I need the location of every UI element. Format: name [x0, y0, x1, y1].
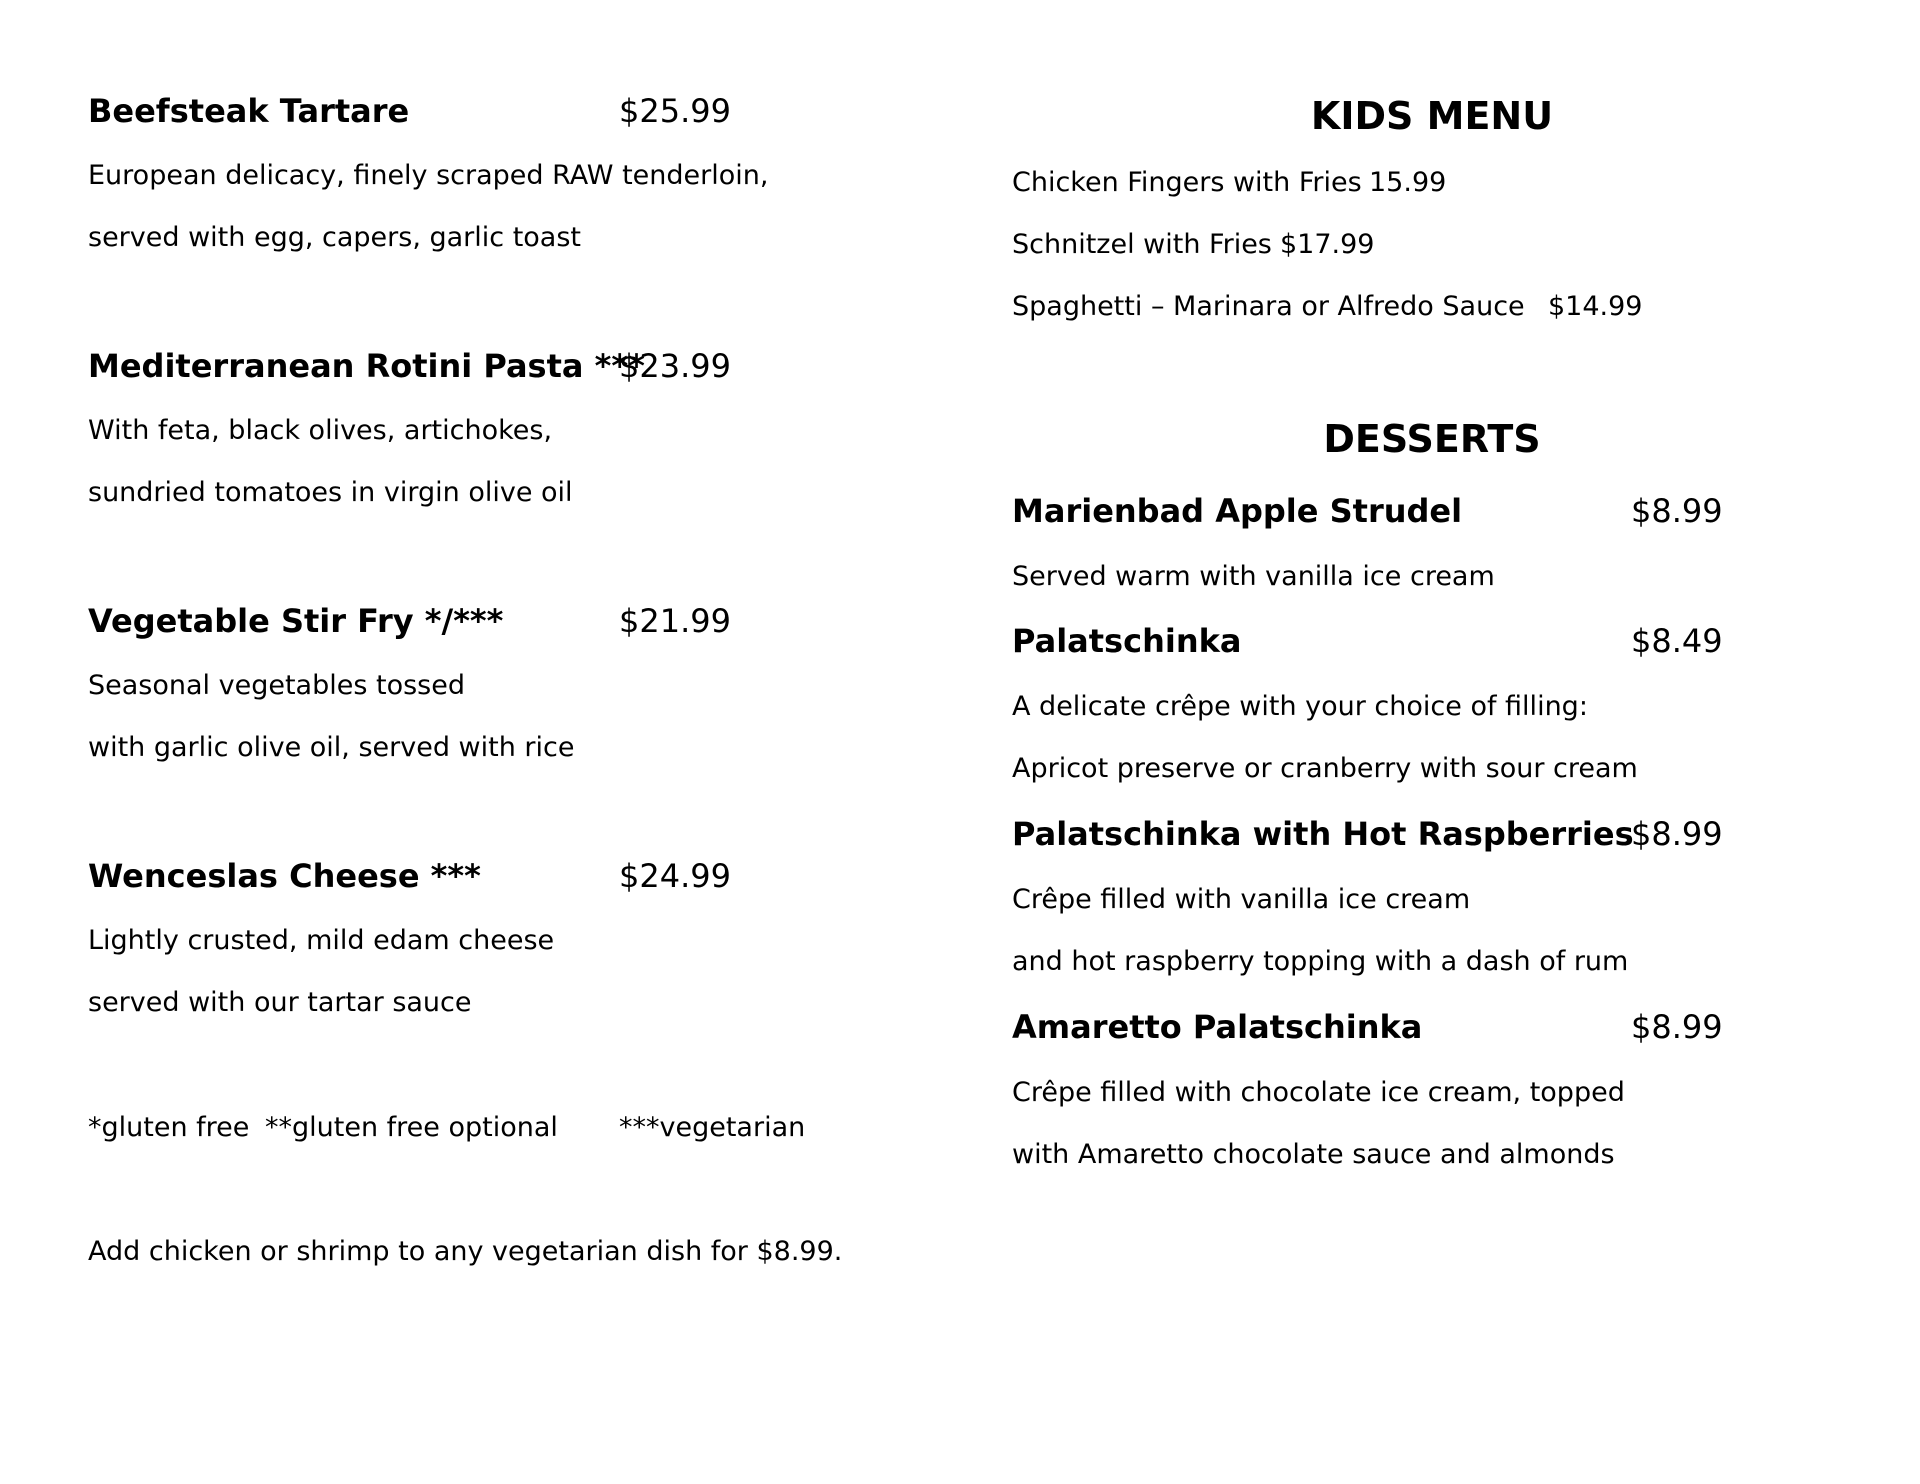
dish-description: Lightly crusted, mild edam cheese: [88, 925, 555, 956]
dessert-description: Crêpe filled with chocolate ice cream, topped: [1012, 1077, 1625, 1108]
dish-description: Seasonal vegetables tossed: [88, 670, 465, 701]
desserts-heading: DESSERTS: [1323, 417, 1541, 461]
dish-price: $23.99: [619, 347, 731, 385]
dessert-description: with Amaretto chocolate sauce and almonds: [1012, 1139, 1615, 1170]
dessert-description: Apricot preserve or cranberry with sour cream: [1012, 753, 1638, 784]
dessert-name: Marienbad Apple Strudel: [1012, 492, 1463, 530]
dish-price: $24.99: [619, 857, 731, 895]
legend-vegetarian: ***vegetarian: [619, 1112, 806, 1143]
addon-note: Add chicken or shrimp to any vegetarian dish for $8.99.: [88, 1236, 843, 1267]
kids-item-price: 15.99: [1369, 167, 1447, 198]
dish-name: Beefsteak Tartare: [88, 92, 410, 130]
dish-name: Vegetable Stir Fry */***: [88, 602, 504, 640]
dessert-description: Served warm with vanilla ice cream: [1012, 561, 1495, 592]
kids-menu-heading: KIDS MENU: [1310, 94, 1554, 138]
dessert-price: $8.99: [1631, 492, 1723, 530]
dessert-description: Crêpe filled with vanilla ice cream: [1012, 884, 1471, 915]
legend-gluten-free-optional: **gluten free optional: [265, 1112, 558, 1143]
dessert-description: and hot raspberry topping with a dash of rum: [1012, 946, 1629, 977]
dessert-price: $8.99: [1631, 815, 1723, 853]
dish-price: $21.99: [619, 602, 731, 640]
kids-item-price: $14.99: [1548, 291, 1643, 322]
dish-description: European delicacy, finely scraped RAW tenderloin,: [88, 160, 769, 191]
dish-name: Wenceslas Cheese ***: [88, 857, 481, 895]
dish-description: with garlic olive oil, served with rice: [88, 732, 575, 763]
legend-gluten-free: *gluten free: [88, 1112, 250, 1143]
kids-item-name: Schnitzel with Fries: [1012, 229, 1272, 260]
dessert-name: Amaretto Palatschinka: [1012, 1008, 1423, 1046]
dessert-name: Palatschinka with Hot Raspberries: [1012, 815, 1634, 853]
kids-item-name: Spaghetti – Marinara or Alfredo Sauce: [1012, 291, 1525, 322]
dessert-price: $8.99: [1631, 1008, 1723, 1046]
kids-item-name: Chicken Fingers with Fries: [1012, 167, 1362, 198]
dessert-name: Palatschinka: [1012, 622, 1242, 660]
dish-description: With feta, black olives, artichokes,: [88, 415, 553, 446]
dish-description: served with egg, capers, garlic toast: [88, 222, 582, 253]
dish-description: served with our tartar sauce: [88, 987, 472, 1018]
dish-name: Mediterranean Rotini Pasta ***: [88, 347, 645, 385]
dessert-description: A delicate crêpe with your choice of filling:: [1012, 691, 1588, 722]
kids-item-price: $17.99: [1280, 229, 1375, 260]
dish-price: $25.99: [619, 92, 731, 130]
dish-description: sundried tomatoes in virgin olive oil: [88, 477, 573, 508]
dessert-price: $8.49: [1631, 622, 1723, 660]
